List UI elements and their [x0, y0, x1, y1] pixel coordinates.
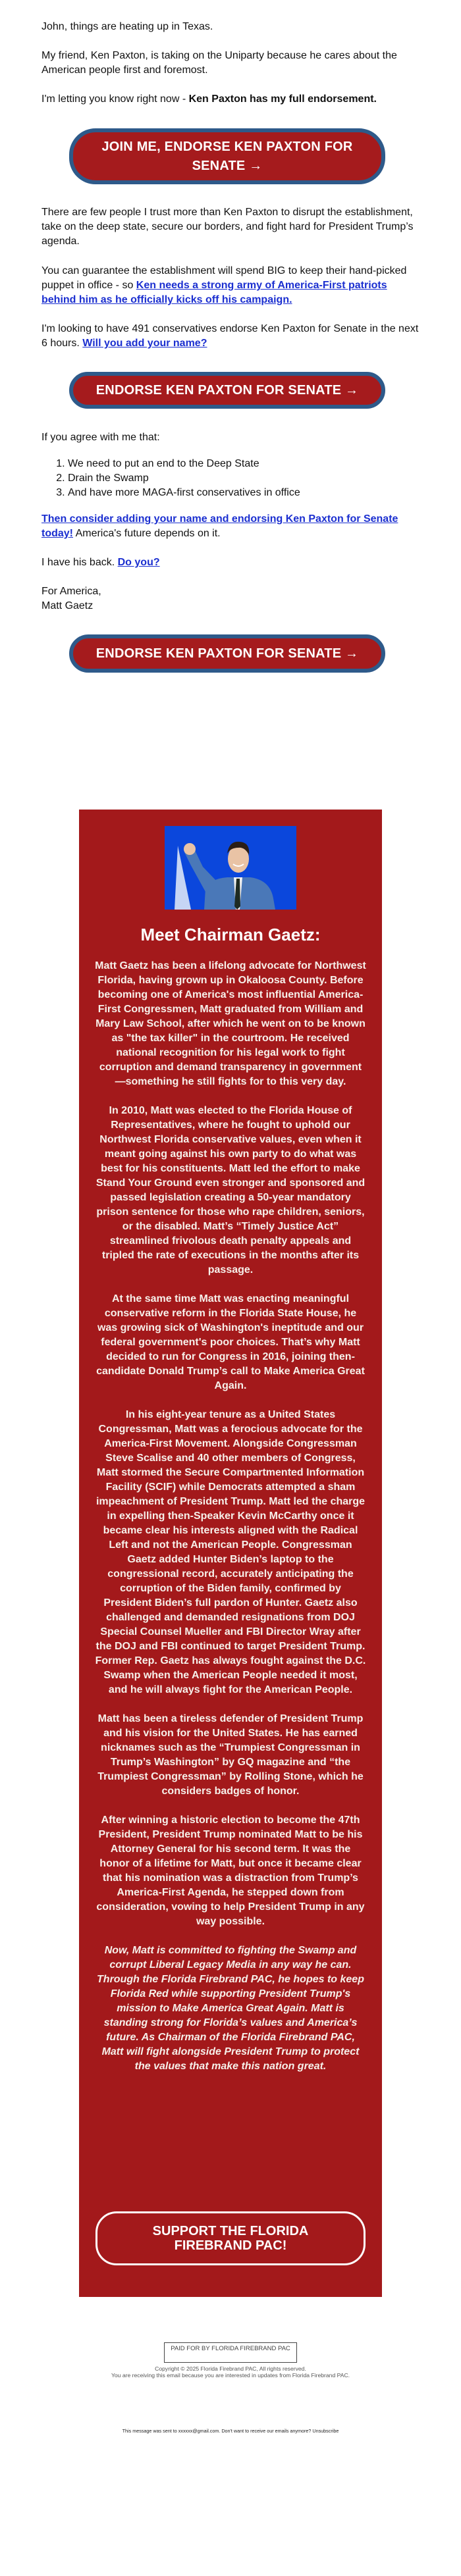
endorsement-statement: Ken Paxton has my full endorsement.	[188, 93, 377, 105]
intro-paragraph: My friend, Ken Paxton, is taking on the Uniparty because he cares about the American people first and foremost.	[41, 50, 397, 76]
list-item: 3. And have more MAGA-first conservatives in office	[68, 486, 300, 500]
do-you-link[interactable]: Do you?	[117, 557, 160, 568]
join-endorse-button[interactable]: JOIN ME, ENDORSE KEN PAXTON FOR SENATE →	[69, 128, 385, 184]
establishment-text: You can guarantee the establishment will spend BIG to keep their hand-picked puppet in office - so	[41, 265, 407, 291]
list-item: 1. We need to put an end to the Deep State	[68, 457, 300, 471]
goal-text: I'm looking to have 491 conservatives endorse Ken Paxton for Senate in the next 6 hours.	[41, 323, 419, 349]
bio-paragraph: After winning a historic election to become the 47th President, President Trump nominated Matt to be his Attorney General for his second term. It was the honor of a lifetime for Matt, but once it became clear that his nomination was a distraction from Trump’s America-First Agenda, he stepped down from consideration, vowing to help President Trump in any way possible.	[96, 1815, 365, 1927]
list-item: 2. Drain the Swamp	[68, 471, 300, 486]
paid-for-disclaimer: PAID FOR BY FLORIDA FIREBRAND PAC	[164, 2342, 297, 2363]
sent-to-text: This message was sent to xxxxxx@gmail.com. Don't want to receive our emails anymore?	[122, 2428, 313, 2434]
greeting-text: John, things are heating up in Texas.	[41, 21, 213, 32]
endorse-button-1[interactable]: ENDORSE KEN PAXTON FOR SENATE →	[69, 372, 385, 409]
chairman-bio-panel	[79, 810, 382, 2297]
endorse-button-2[interactable]: ENDORSE KEN PAXTON FOR SENATE →	[69, 634, 385, 673]
back-text: I have his back.	[41, 557, 118, 568]
sent-to-notice	[0, 2428, 461, 2434]
back-paragraph	[41, 555, 423, 570]
future-text: America's future depends on it.	[73, 528, 221, 539]
copyright-text: Copyright © 2025 Florida Firebrand PAC, All rights reserved.	[155, 2365, 306, 2372]
signoff: For America,	[41, 586, 101, 597]
bio-paragraph: Matt Gaetz has been a lifelong advocate for Northwest Florida, having grown up in Okaloosa County. Before becoming one of America's most influential America-First Congressmen, Matt graduated from William and Mary Law School, after which he went on to be known as "the tax killer" in the courtroom. He received national recognition for his legal work to fight corruption and demand transparency in government—something he still fights for to this very day.	[95, 960, 366, 1087]
bio-text	[95, 959, 366, 2088]
support-pac-button[interactable]: SUPPORT THE FLORIDA FIREBRAND PAC!	[95, 2211, 366, 2265]
agreement-list	[41, 457, 300, 500]
agree-text: If you agree with me that:	[41, 432, 160, 443]
bio-paragraph: Matt has been a tireless defender of President Trump and his vision for the United States. He has earned nicknames such as the “Trumpiest Congressman in Trump’s Washington” by GQ magazine and “the Trumpiest Congressman” by Rolling Stone, which he considers badges of honor.	[97, 1713, 364, 1797]
add-name-link[interactable]: Will you add your name?	[82, 338, 207, 349]
signature: Matt Gaetz	[41, 600, 94, 611]
bio-paragraph: At the same time Matt was enacting meaningful conservative reform in the Florida State House, he was growing sick of Washington's ineptitude and our federal government's poor choices. That’s why Matt decided to run for Congress in 2016, joining then-candidate Donald Trump’s call to Make America Great Again.	[96, 1293, 365, 1391]
trust-paragraph: There are few people I trust more than Ken Paxton to disrupt the establishment, take on the deep state, secure our borders, and fight hard for President Trump’s agenda.	[41, 207, 414, 247]
endorsement-prefix: I'm letting you know right now -	[41, 93, 189, 105]
bio-closing-paragraph: Now, Matt is committed to fighting the Swamp and corrupt Liberal Legacy Media in any way he can. Through the Florida Firebrand PAC, he hopes to keep Florida Red while supporting President Trump's mission to Make America Great Again. Matt is standing strong for Florida’s values and America’s future. As Chairman of the Florida Firebrand PAC, Matt will fight alongside President Trump to protect the values that make this nation great.	[97, 1945, 364, 2072]
endorse-today-link[interactable]: Then consider adding your name and endorsing Ken Paxton for Senate today!	[41, 513, 398, 539]
panel-title: Meet Chairman Gaetz:	[140, 925, 321, 944]
consider-paragraph	[41, 512, 423, 541]
bio-paragraph: In his eight-year tenure as a United States Congressman, Matt was a ferocious advocate for the America-First Movement. Alongside Congressman Steve Scalise and 40 other members of Congress, Matt stormed the Secure Compartmented Information Facility (SCIF) while Democrats attempted a sham impeachment of President Trump. Matt led the charge in expelling then-Speaker Kevin McCarthy once it became clear his interests aligned with the Radical Left and not the American People. Congressman Gaetz added Hunter Biden’s laptop to the congressional record, accurately anticipating the corruption of the Biden family, confirmed by President Biden’s full pardon of Hunter. Gaetz also challenged and demanded resignations from DOJ Special Counsel Mueller and FBI Director Wray after the DOJ and FBI continued to target President Trump. Former Rep. Gaetz has always fought against the D.C. Swamp when the American People needed it most, and he will always fight for the American People.	[95, 1409, 366, 1695]
subscription-reason: You are receiving this email because you are interested in updates from Florida Firebrand PAC.	[111, 2372, 350, 2379]
goal-paragraph	[41, 322, 423, 351]
army-link[interactable]: Ken needs a strong army of America-First patriots behind him as he officially kicks off his campaign.	[41, 280, 387, 305]
unsubscribe-link[interactable]: Unsubscribe	[312, 2428, 339, 2434]
establishment-paragraph	[41, 264, 423, 307]
matt-gaetz-photo	[165, 826, 296, 910]
endorsement-paragraph	[41, 92, 423, 107]
bio-paragraph: In 2010, Matt was elected to the Florida House of Representatives, where he fought to uphold our Northwest Florida conservative values, even when it meant going against his own party to do what was best for his constituents. Matt led the effort to make Stand Your Ground even stronger and sponsored and passed legislation creating a 50-year mandatory prison sentence for those who rape children, seniors, or the disabled. Matt’s “Timely Justice Act” streamlined frivolous death penalty appeals and tripled the rate of executions in the months after its passage.	[95, 1105, 366, 1275]
